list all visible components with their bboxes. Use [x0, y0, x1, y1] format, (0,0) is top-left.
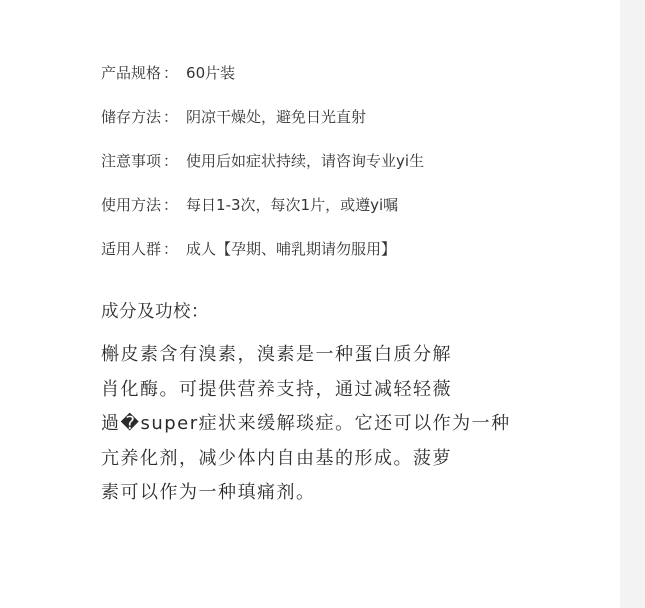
spec-list: [101, 64, 601, 284]
description-line: 肖化酶。可提供营养支持，通过减轻轻薇: [101, 378, 452, 400]
spec-separator: ：: [163, 108, 179, 126]
description-line: 過�super症状来缓解琰症。它还可以作为一种: [101, 413, 511, 434]
spec-row-caution: [101, 152, 601, 170]
spec-label: 使用方法: [101, 196, 162, 214]
ingredients-description: [101, 343, 511, 516]
spec-label: 注意事项: [101, 152, 162, 170]
spec-row-storage: [101, 108, 601, 126]
spec-label: 产品规格: [101, 64, 162, 82]
spec-separator: ：: [163, 196, 179, 214]
spec-value: 60片装: [186, 64, 236, 82]
ingredients-heading: 成分及功校：: [101, 302, 209, 322]
spec-row-size: [101, 64, 601, 82]
spec-row-audience: [101, 240, 601, 258]
spec-separator: ：: [163, 64, 179, 82]
description-line: 素可以作为一种瑱痛剂。: [101, 482, 316, 503]
spec-value: 使用后如症状持续，请咨询专业yi生: [186, 152, 425, 170]
spec-separator: ：: [163, 240, 179, 258]
spec-value: 每日1-3次，每次1片，或遵yi嘱: [186, 196, 399, 214]
spec-separator: ：: [163, 152, 179, 170]
spec-value: 成人【孕期、哺乳期请勿服用】: [186, 240, 397, 258]
description-line: 亢养化剂，减少体内自由基的形成。菠萝: [101, 447, 452, 469]
right-margin-strip: [620, 0, 645, 608]
spec-row-usage: [101, 196, 601, 214]
spec-value: 阴凉干燥处，避免日光直射: [186, 108, 367, 126]
description-line: 槲皮素含有溴素，溴素是一种蛋白质分解: [101, 344, 452, 365]
spec-label: 储存方法: [101, 108, 162, 126]
spec-label: 适用人群: [101, 240, 162, 258]
